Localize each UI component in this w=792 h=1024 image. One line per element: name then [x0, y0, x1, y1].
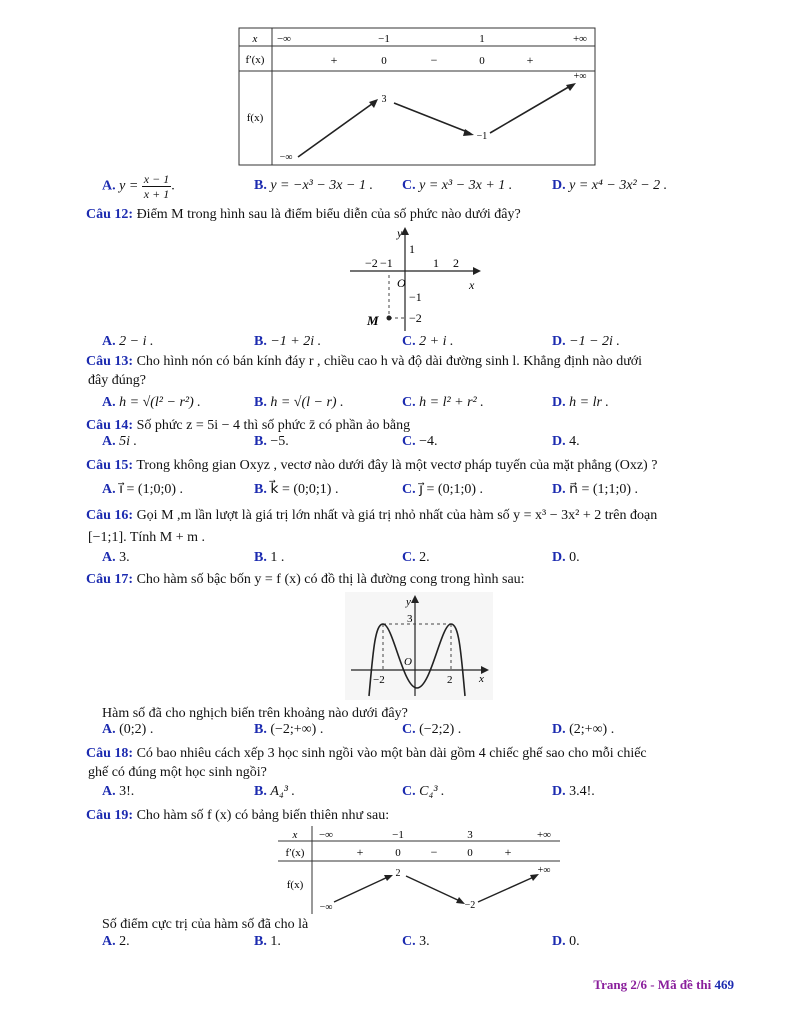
- svg-text:−2: −2: [409, 311, 422, 325]
- q17-option-d[interactable]: D. (2;+∞) .: [552, 722, 615, 737]
- svg-text:3: 3: [407, 613, 413, 625]
- q11-options: [102, 172, 742, 201]
- fp-sign: −: [430, 53, 438, 67]
- svg-text:2: 2: [453, 256, 459, 270]
- svg-text:0: 0: [467, 847, 473, 859]
- arrowhead: [369, 99, 378, 108]
- q12-option-a[interactable]: A. 2 − i .: [102, 334, 154, 349]
- q19-option-a[interactable]: A. 2.: [102, 934, 130, 949]
- svg-text:−: −: [430, 845, 438, 859]
- q16-options: [102, 550, 742, 570]
- f-value: −1: [476, 131, 488, 142]
- question-17: Câu 17: Cho hàm số bậc bốn y = f (x) có đồ thị là đường cong trong hình sau:: [86, 572, 525, 587]
- fp-sign: +: [330, 53, 338, 67]
- q18-option-b[interactable]: B. A₄³ .: [254, 784, 295, 799]
- q14-option-a[interactable]: A. 5i .: [102, 434, 138, 449]
- q12-option-d[interactable]: D. −1 − 2i .: [552, 334, 620, 349]
- f-row-label: f(x): [246, 112, 264, 124]
- svg-text:−1: −1: [409, 290, 422, 304]
- q17-option-b[interactable]: B. (−2;+∞) .: [254, 722, 324, 737]
- q13-option-d[interactable]: D. h = lr .: [552, 395, 609, 410]
- svg-text:−∞: −∞: [318, 829, 334, 841]
- q18-option-a[interactable]: A. 3!.: [102, 784, 135, 799]
- point-m-label: M: [367, 313, 379, 328]
- increase-arrow: [490, 85, 572, 133]
- q12-option-b[interactable]: B. −1 + 2i .: [254, 334, 322, 349]
- svg-text:x: x: [469, 278, 475, 292]
- question-19: Câu 19: Cho hàm số f (x) có bảng biến thiên như sau:: [86, 808, 390, 823]
- fp-row-label: f′(x): [245, 54, 265, 66]
- svg-text:f′(x): f′(x): [285, 847, 305, 859]
- question-13: Câu 13: Cho hình nón có bán kính đáy r , chiều cao h và độ dài đường sinh l. Khẳng định nào dưới đây đúng?: [86, 354, 643, 388]
- q18-option-d[interactable]: D. 3.4!.: [552, 784, 595, 799]
- q13-option-b[interactable]: B. h = √(l − r) .: [254, 395, 344, 410]
- q13-option-c[interactable]: C. h = l² + r² .: [402, 395, 484, 410]
- q11-option-d[interactable]: D. y = x⁴ − 3x² − 2 .: [552, 178, 668, 193]
- q14-options: [102, 434, 742, 454]
- svg-text:1: 1: [433, 256, 439, 270]
- q16-option-a[interactable]: A. 3.: [102, 550, 130, 565]
- svg-text:1: 1: [409, 242, 415, 256]
- svg-text:+: +: [504, 845, 512, 859]
- q11-option-c[interactable]: C. y = x³ − 3x + 1 .: [402, 178, 513, 193]
- q17-option-a[interactable]: A. (0;2) .: [102, 722, 154, 737]
- q17-option-c[interactable]: C. (−2;2) .: [402, 722, 462, 737]
- point-m: [387, 316, 392, 321]
- svg-text:x: x: [479, 673, 484, 685]
- question-14: Câu 14: Số phức z = 5i − 4 thì số phức z̄ có phần ảo bằng: [86, 418, 411, 433]
- q12-complex-plane: [345, 225, 485, 335]
- q17-quartic-graph: [345, 592, 493, 700]
- variation-table-1: [238, 27, 596, 167]
- x-value: +∞: [572, 33, 588, 45]
- q19-option-b[interactable]: B. 1.: [254, 934, 281, 949]
- q16-option-b[interactable]: B. 1 .: [254, 550, 285, 565]
- x-value: 1: [479, 33, 485, 45]
- q14-option-b[interactable]: B. −5.: [254, 434, 289, 449]
- svg-text:−∞: −∞: [319, 902, 333, 913]
- q11-option-b[interactable]: B. y = −x³ − 3x − 1 .: [254, 178, 373, 193]
- q14-option-d[interactable]: D. 4.: [552, 434, 580, 449]
- f-value: −∞: [279, 152, 293, 163]
- decrease-arrow: [394, 103, 470, 133]
- x-value: −1: [378, 33, 390, 45]
- arrowhead: [566, 83, 576, 91]
- svg-text:−2: −2: [365, 256, 378, 270]
- svg-text:x: x: [292, 829, 298, 841]
- q19-question: Số điểm cực trị của hàm số đã cho là: [102, 917, 309, 932]
- q16-option-c[interactable]: C. 2.: [402, 550, 430, 565]
- svg-text:2: 2: [447, 674, 453, 686]
- q19-option-d[interactable]: D. 0.: [552, 934, 580, 949]
- svg-text:−2: −2: [464, 900, 476, 911]
- q17-question: Hàm số đã cho nghịch biến trên khoảng nào dưới đây?: [102, 706, 408, 721]
- q15-options: [102, 481, 742, 501]
- svg-text:+∞: +∞: [537, 865, 551, 876]
- q19-options: [102, 934, 742, 954]
- svg-text:2: 2: [395, 868, 401, 879]
- svg-text:O: O: [404, 656, 412, 668]
- q13-option-a[interactable]: A. h = √(l² − r²) .: [102, 395, 201, 410]
- x-value: −∞: [276, 33, 292, 45]
- svg-text:0: 0: [395, 847, 401, 859]
- svg-text:O: O: [397, 276, 406, 290]
- svg-text:−1: −1: [380, 256, 393, 270]
- q15-option-d[interactable]: D. n⃗ = (1;1;0) .: [552, 482, 638, 497]
- q18-option-c[interactable]: C. C₄³ .: [402, 784, 445, 799]
- question-16: Câu 16: Gọi M ,m lần lượt là giá trị lớn nhất và giá trị nhỏ nhất của hàm số y = x³ − 3x² + 2 trên đoạn [−1;1]. Tính M + m .: [86, 508, 658, 545]
- question-12: Câu 12: Điểm M trong hình sau là điểm biểu diễn của số phức nào dưới đây?: [86, 207, 521, 222]
- question-15: Câu 15: Trong không gian Oxyz , vectơ nào dưới đây là một vectơ pháp tuyến của mặt phẳng (Oxz) ?: [86, 458, 658, 473]
- f-value: +∞: [573, 71, 587, 82]
- svg-text:−1: −1: [392, 829, 404, 841]
- fp-sign: +: [526, 53, 534, 67]
- svg-text:3: 3: [467, 829, 473, 841]
- variation-table-2: [278, 826, 560, 914]
- q17-options: [102, 722, 742, 742]
- svg-text:y: y: [397, 226, 403, 240]
- q19-option-c[interactable]: C. 3.: [402, 934, 430, 949]
- q16-option-d[interactable]: D. 0.: [552, 550, 580, 565]
- svg-text:f(x): f(x): [286, 879, 304, 891]
- q14-option-c[interactable]: C. −4.: [402, 434, 438, 449]
- svg-text:y: y: [406, 596, 411, 608]
- fp-zero: 0: [381, 55, 387, 67]
- svg-text:+: +: [356, 845, 364, 859]
- x-row-label: x: [252, 33, 258, 45]
- q15-option-c[interactable]: C. j⃗ = (0;1;0) .: [402, 482, 484, 497]
- q18-options: [102, 784, 742, 804]
- question-18: Câu 18: Có bao nhiêu cách xếp 3 học sinh ngồi vào một bàn dài gồm 4 chiếc ghế sao cho mỗi chiếc ghế có đúng một học sinh ngồi?: [86, 746, 647, 780]
- page-footer: Trang 2/6 - Mã đề thi 469: [593, 977, 734, 992]
- q11-option-a[interactable]: A. y = $\frac{x - 1}{x + 1}$ .: [102, 172, 175, 201]
- q12-options: [102, 334, 742, 354]
- fraction: $\frac{x - 1}{x + 1}$: [143, 172, 170, 201]
- q12-option-c[interactable]: C. 2 + i .: [402, 334, 454, 349]
- svg-text:+∞: +∞: [536, 829, 552, 841]
- increase-arrow: [298, 101, 376, 157]
- q13-options: [102, 395, 742, 415]
- svg-text:−2: −2: [373, 674, 385, 686]
- f-value: 3: [381, 94, 387, 105]
- fp-zero: 0: [479, 55, 485, 67]
- q15-option-a[interactable]: A. i⃗ = (1;0;0) .: [102, 482, 184, 497]
- q15-option-b[interactable]: B. k⃗ = (0;0;1) .: [254, 482, 339, 497]
